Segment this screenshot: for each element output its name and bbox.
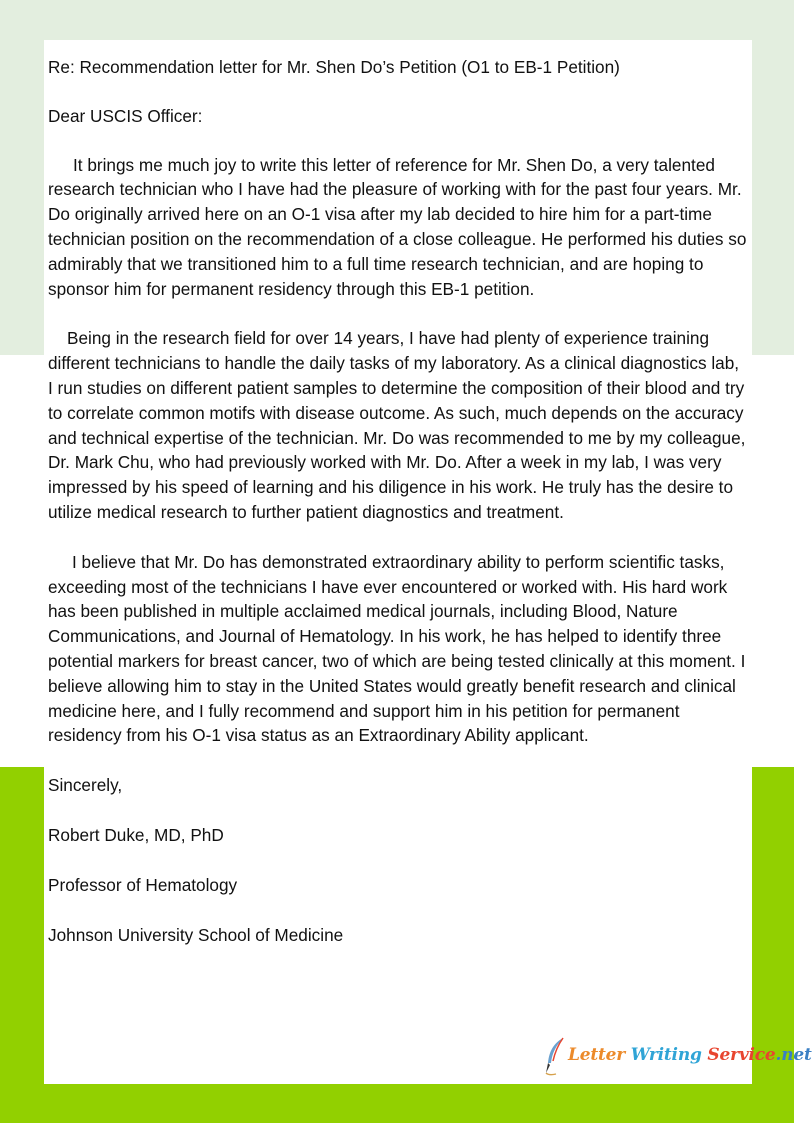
letter-paragraph-1: It brings me much joy to write this letter of reference for Mr. Shen Do, a very talented research technician who I have had the pleasure of working with for the past four years. Mr. Do originally arrived here on an O-1 visa after my lab decided to hire him for a part-time technician position on the recommendation of a close colleague. He performed his duties so admirably that we transitioned him to a full time research technician, and are hoping to sponsor him for permanent residency through this EB-1 petition. [48,154,747,299]
logo-wordmark: Letter Writing Service.net [568,1045,812,1065]
letter-closing: Sincerely, [48,775,123,796]
letter-subject: Re: Recommendation letter for Mr. Shen Do’s Petition (O1 to EB-1 Petition) [48,57,620,77]
letter-salutation: Dear USCIS Officer: [48,105,203,126]
signer-title: Professor of Hematology [48,874,238,895]
quill-pen-icon [544,1037,566,1077]
letter-body [48,55,748,947]
letter-paragraph-2: Being in the research field for over 14 years, I have had plenty of experience training different technicians to handle the daily tasks of my laboratory. As a clinical diagnostics lab, I run studies on different patient samples to determine the composition of their blood and try to correlate common motifs with disease outcome. As such, much depends on the accuracy and technical expertise of the technician. Mr. Do was recommended to me by my colleague, Dr. Mark Chu, who had previously worked with Mr. Do. After a week in my lab, I was very impressed by his speed of learning and his diligence in his work. He truly has the desire to utilize medical research to further patient diagnostics and treatment. [48,328,746,522]
signer-organization: Johnson University School of Medicine [48,924,344,945]
letter-paragraph-3: I believe that Mr. Do has demonstrated extraordinary ability to perform scientific tasks, exceeding most of the technicians I have ever encountered or worked with. His hard work has been published in multiple acclaimed medical journals, including Blood, Nature Communications, and Journal of Hematology. In his work, he has helped to identify three potential markers for breast cancer, two of which are being tested clinically at this moment. I believe allowing him to stay in the United States would greatly benefit research and clinical medicine here, and I fully recommend and support him in his petition for permanent residency from his O-1 visa status as an Extraordinary Ability applicant. [48,551,746,746]
letter-writing-service-logo [538,1031,812,1083]
signer-name: Robert Duke, MD, PhD [48,824,224,845]
